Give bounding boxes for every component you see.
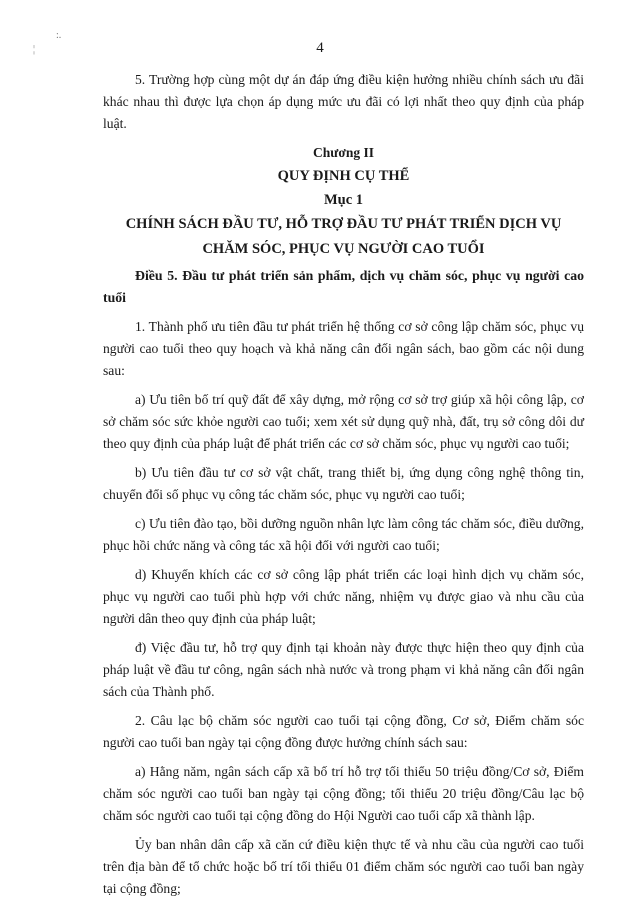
clause-1b: b) Ưu tiên đầu tư cơ sở vật chất, trang thiết bị, ứng dụng công nghệ thông tin, chuyển đổi số phục vụ công tác chăm sóc, phục vụ người cao tuổi; [103,465,584,502]
margin-mark: ¦ [33,44,36,55]
article-5-title: Điều 5. Đầu tư phát triển sản phẩm, dịch vụ chăm sóc, phục vụ người cao tuổi [103,268,584,305]
paragraph-5: 5. Trường hợp cùng một dự án đáp ứng điều kiện hưởng nhiều chính sách ưu đãi khác nhau thì được lựa chọn áp dụng mức ưu đãi có lợi nhất theo quy định của pháp luật. [103,72,584,131]
chapter-label: Chương II [313,145,374,160]
page-number: 4 [316,40,324,56]
clause-2a-continued: Ủy ban nhân dân cấp xã căn cứ điều kiện thực tế và nhu cầu của người cao tuổi trên địa bàn để tổ chức hoặc bố trí tối thiểu 01 điểm chăm sóc người cao tuổi ban ngày tại cộng đồng; [103,837,584,896]
clause-2: 2. Câu lạc bộ chăm sóc người cao tuổi tại cộng đồng, Cơ sở, Điểm chăm sóc người cao tuổi ban ngày tại cộng đồng được hưởng chính sách sau: [103,713,584,750]
section-label: Mục 1 [323,192,364,208]
clause-1d: d) Khuyến khích các cơ sở công lập phát triển các loại hình dịch vụ chăm sóc, phục vụ người cao tuổi phù hợp với chức năng, nhiệm vụ được giao và nhu cầu của người dân theo quy định của pháp luật; [103,567,584,626]
clause-1: 1. Thành phố ưu tiên đầu tư phát triển hệ thống cơ sở công lập chăm sóc, phục vụ người cao tuổi theo quy hoạch và khả năng cân đối ngân sách, bao gồm các nội dung sau: [103,319,584,378]
section-title: CHÍNH SÁCH ĐẦU TƯ, HỖ TRỢ ĐẦU TƯ PHÁT TRIỂN DỊCH VỤ CHĂM SÓC, PHỤC VỤ NGƯỜI CAO TUỔI [125,216,562,257]
document-body [103,69,584,907]
chapter-title: QUY ĐỊNH CỤ THỂ [277,168,410,184]
clause-1a: a) Ưu tiên bố trí quỹ đất để xây dựng, mở rộng cơ sở trợ giúp xã hội công lập, cơ sở chăm sóc sức khỏe người cao tuổi; xem xét sử dụng quỹ nhà, đất, trụ sở công dôi dư theo quy định của pháp luật để phát triển các cơ sở chăm sóc, phục vụ người cao tuổi; [103,392,584,451]
clause-2a: a) Hằng năm, ngân sách cấp xã bố trí hỗ trợ tối thiểu 50 triệu đồng/Cơ sở, Điểm chăm sóc người cao tuổi ban ngày tại cộng đồng; tối thiểu 20 triệu đồng/Câu lạc bộ chăm sóc người cao tuổi tại cộng đồng do Hội Người cao tuổi cấp xã thành lập. [103,764,584,823]
margin-mark: :. [56,30,62,41]
clause-1c: c) Ưu tiên đào tạo, bồi dưỡng nguồn nhân lực làm công tác chăm sóc, điều dưỡng, phục hồi chức năng và công tác xã hội đối với người cao tuổi; [103,516,584,553]
clause-1dd: đ) Việc đầu tư, hỗ trợ quy định tại khoản này được thực hiện theo quy định của pháp luật về đầu tư công, ngân sách nhà nước và trong phạm vi khả năng cân đối ngân sách của Thành phố. [103,640,584,699]
